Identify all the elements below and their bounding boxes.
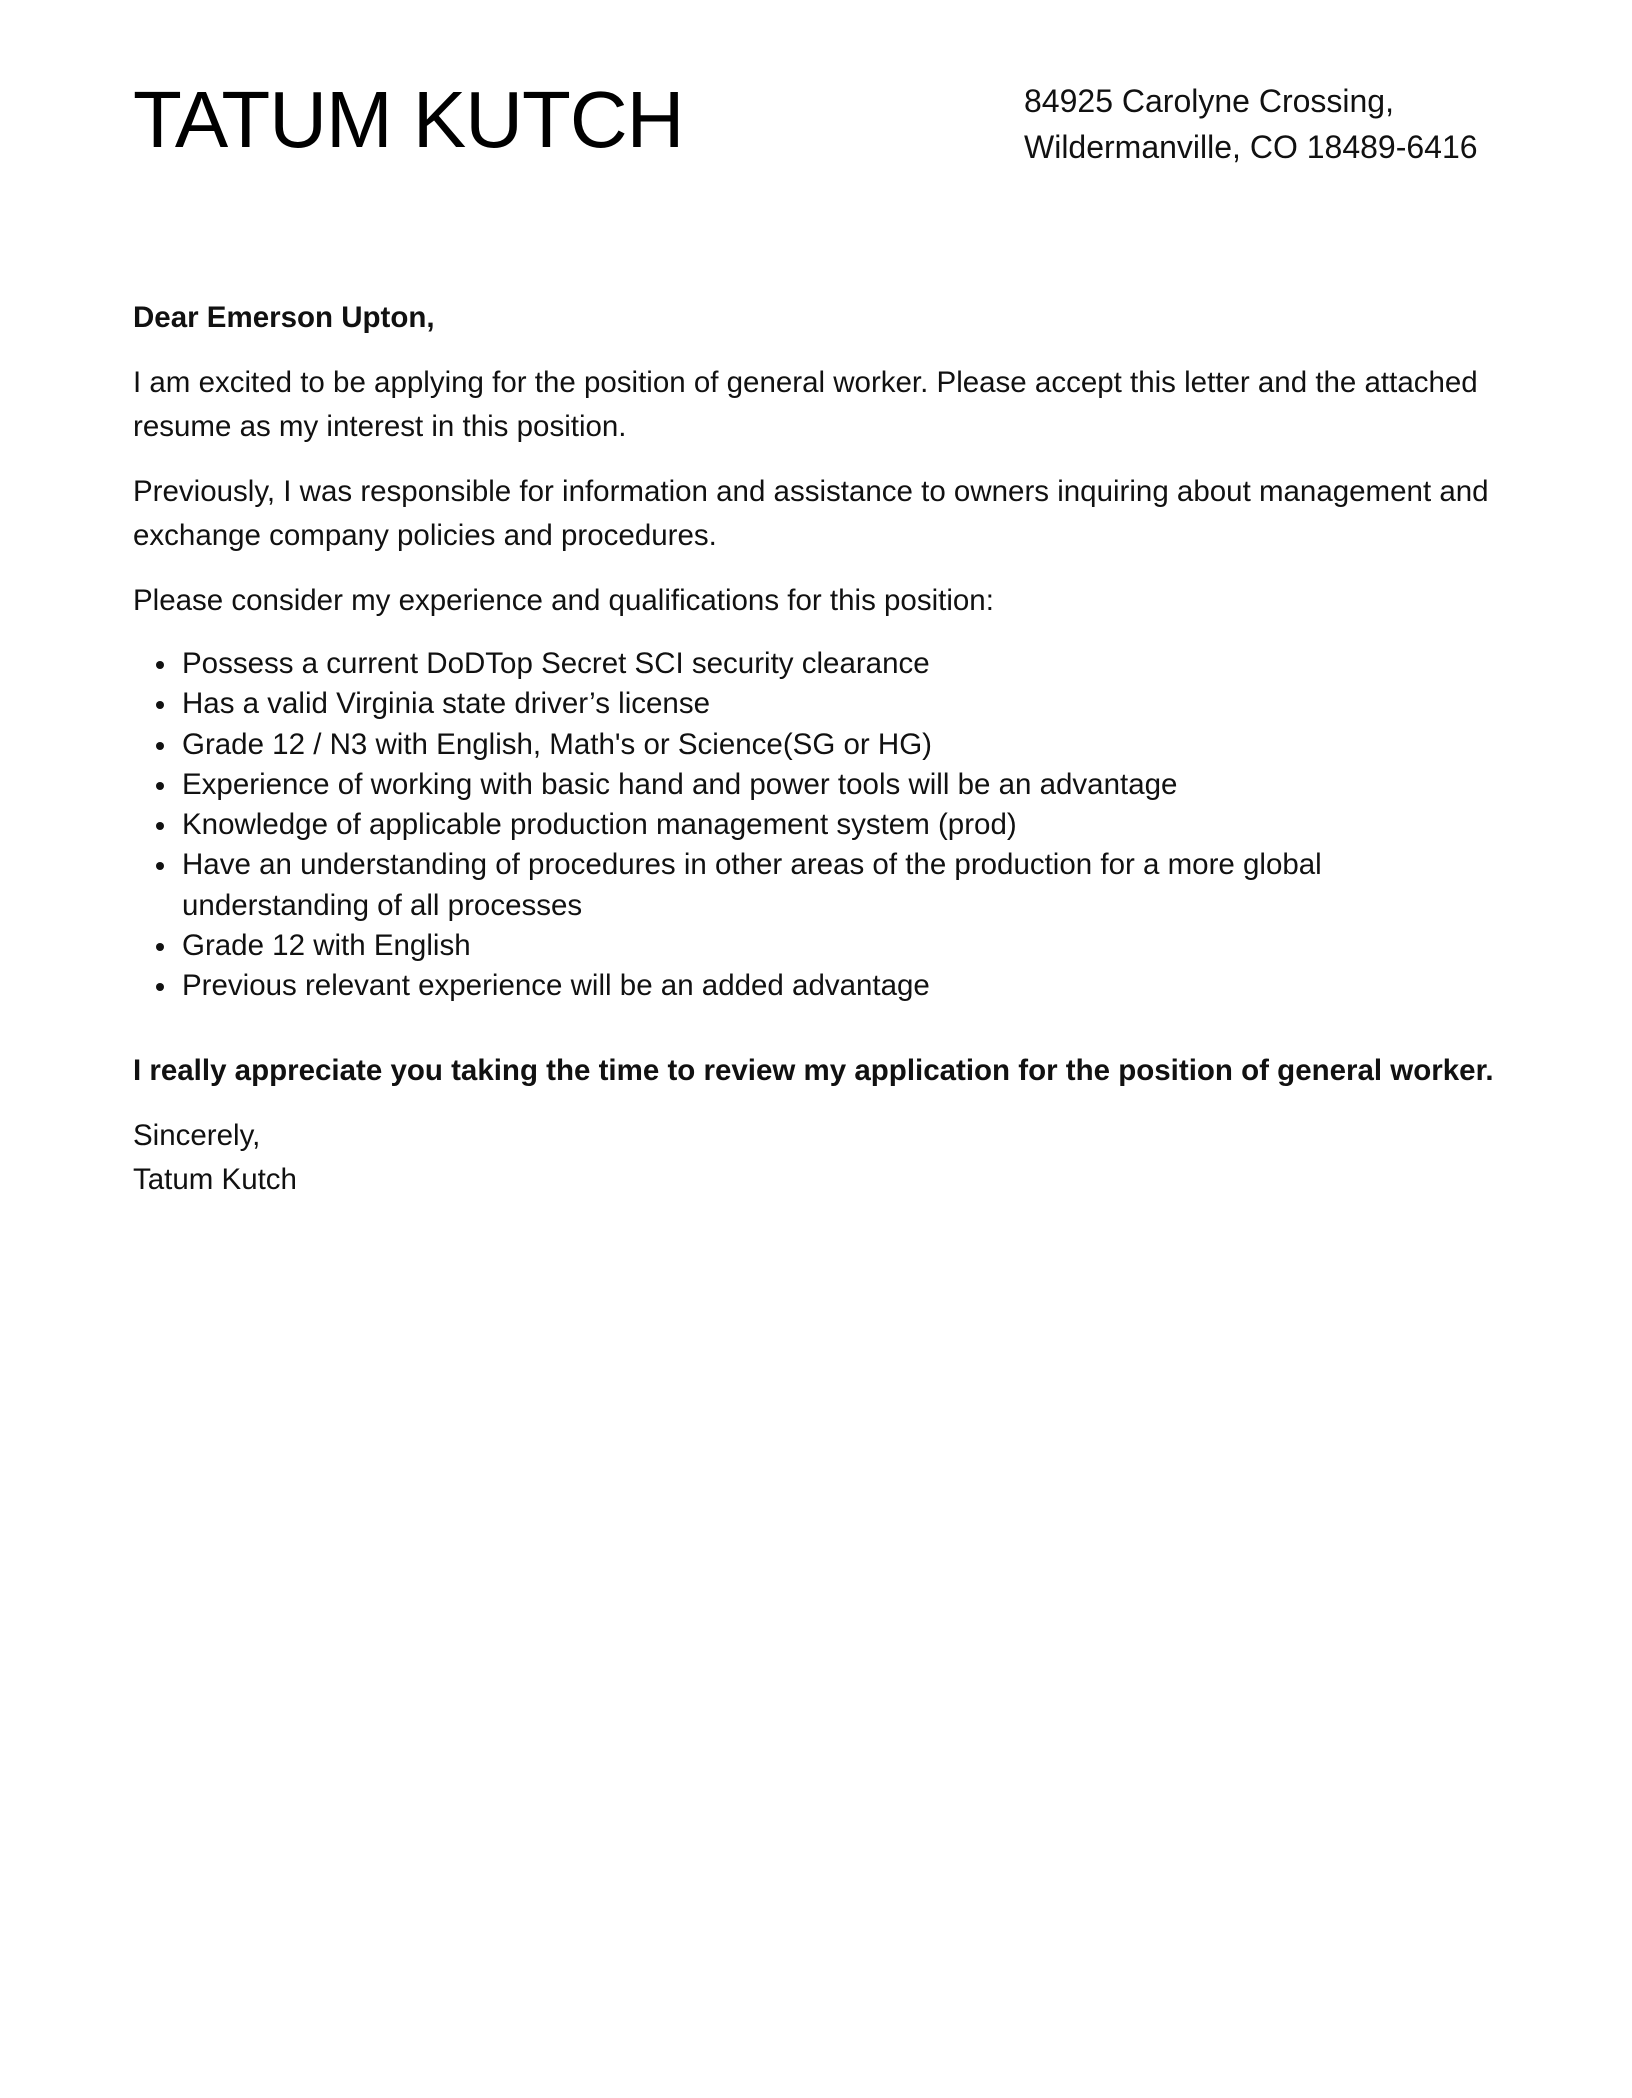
qualification-item: Grade 12 / N3 with English, Math's or Science(SG or HG) xyxy=(133,725,1503,765)
greeting: Dear Emerson Upton, xyxy=(133,301,435,334)
applicant-name: TATUM KUTCH xyxy=(133,75,684,164)
qualification-item: Previous relevant experience will be an added advantage xyxy=(133,966,1503,1006)
consider-paragraph: Please consider my experience and qualifications for this position: xyxy=(133,584,994,617)
qualifications-list xyxy=(133,644,1503,1007)
address-line-2: Wildermanville, CO 18489-6416 xyxy=(1024,129,1478,165)
address-line-1: 84925 Carolyne Crossing, xyxy=(1024,83,1394,119)
applicant-address xyxy=(1024,78,1478,170)
qualification-item: Experience of working with basic hand and power tools will be an advantage xyxy=(133,765,1503,805)
intro-paragraph: I am excited to be applying for the position of general worker. Please accept this letter and the attached resume as my interest in this position. xyxy=(133,366,1478,443)
signature-name: Tatum Kutch xyxy=(133,1162,297,1196)
qualification-item: Possess a current DoDTop Secret SCI security clearance xyxy=(133,644,1503,684)
letter-body xyxy=(133,296,1503,1202)
qualification-item: Have an understanding of procedures in other areas of the production for a more global understanding of all processes xyxy=(133,845,1503,926)
qualification-item: Has a valid Virginia state driver’s license xyxy=(133,684,1503,724)
qualification-item: Grade 12 with English xyxy=(133,926,1503,966)
closing-paragraph: I really appreciate you taking the time to review my application for the position of general worker. xyxy=(133,1053,1494,1087)
previous-experience-paragraph: Previously, I was responsible for information and assistance to owners inquiring about management and exchange company policies and procedures. xyxy=(133,475,1489,552)
qualification-item: Knowledge of applicable production management system (prod) xyxy=(133,805,1503,845)
signoff: Sincerely, xyxy=(133,1118,261,1152)
